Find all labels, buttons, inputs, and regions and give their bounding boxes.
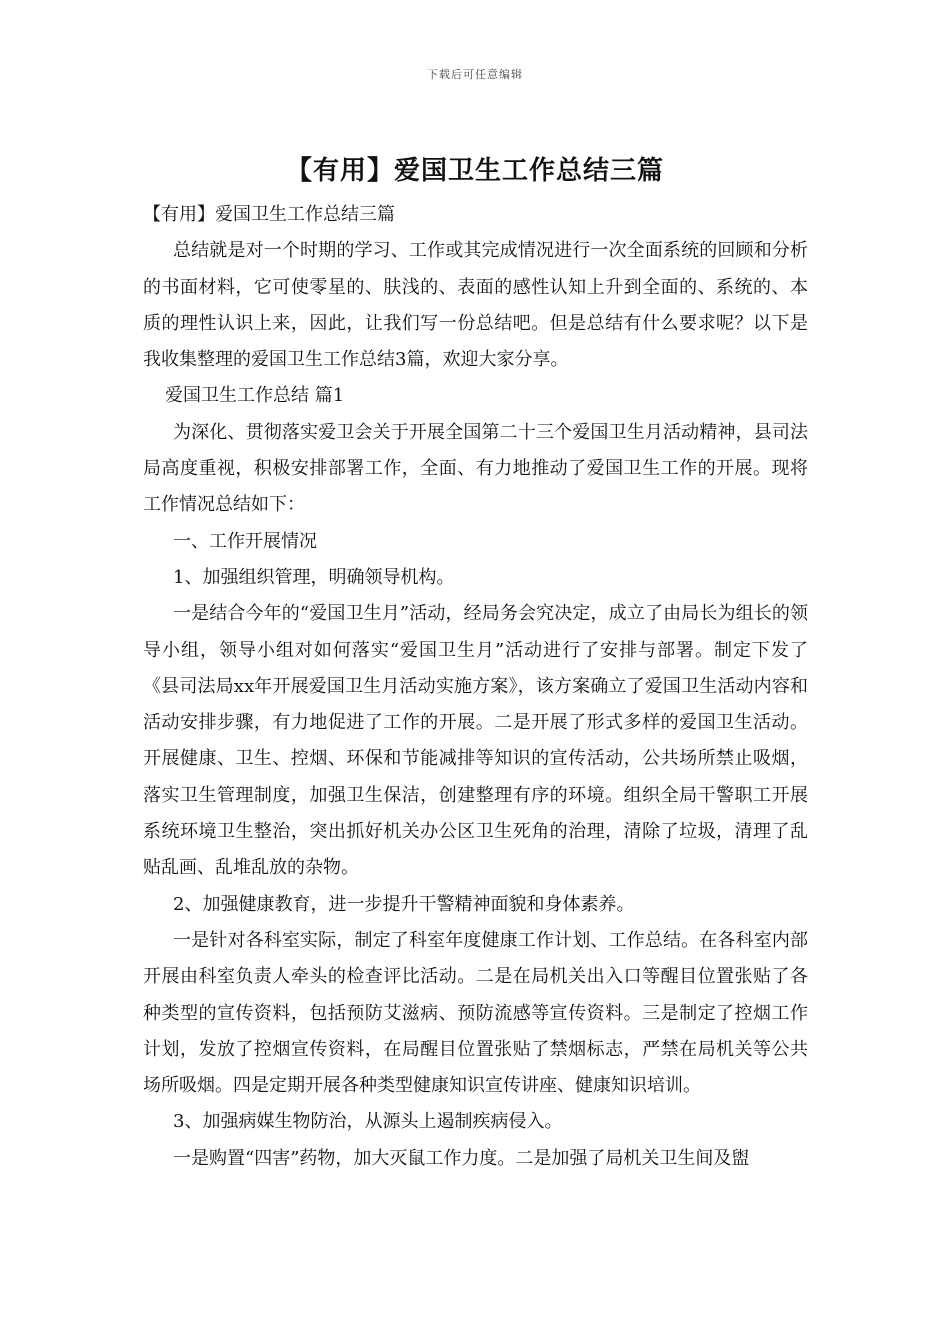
- intro-paragraph: 总结就是对一个时期的学习、工作或其完成情况进行一次全面系统的回顾和分析的书面材料，它可使零星的、肤浅的、表面的感性认知上升到全面的、系统的、本质的理性认识上来，因此，让我们写一份总结吧。但是总结有什么要求呢？以下是我收集整理的爱国卫生工作总结3篇，欢迎大家分享。: [143, 240, 808, 371]
- section-heading-part1: 爱国卫生工作总结 篇1: [165, 385, 345, 407]
- document-body: [143, 197, 808, 1177]
- subsection-heading: 1、加强组织管理，明确领导机构。: [173, 566, 455, 588]
- body-paragraph: 为深化、贯彻落实爱卫会关于开展全国第二十三个爱国卫生月活动精神，县司法局高度重视，积极安排部署工作，全面、有力地推动了爱国卫生工作的开展。现将工作情况总结如下：: [143, 421, 808, 516]
- subtitle-line: 【有用】爱国卫生工作总结三篇: [143, 204, 395, 225]
- body-paragraph: 一是购置“四害”药物，加大灭鼠工作力度。二是加强了局机关卫生间及盥: [173, 1147, 750, 1169]
- subsection-heading: 2、加强健康教育，进一步提升干警精神面貌和身体素养。: [173, 893, 635, 915]
- page-header-note: 下载后可任意编辑: [427, 68, 523, 81]
- document-title: 【有用】爱国卫生工作总结三篇: [285, 156, 664, 186]
- section-heading: 一、工作开展情况: [173, 530, 317, 552]
- body-paragraph: 一是针对各科室实际，制定了科室年度健康工作计划、工作总结。在各科室内部开展由科室负责人牵头的检查评比活动。二是在局机关出入口等醒目位置张贴了各种类型的宣传资料，包括预防艾滋病、预防流感等宣传资料。三是制定了控烟工作计划，发放了控烟宣传资料，在局醒目位置张贴了禁烟标志，严禁在局机关等公共场所吸烟。四是定期开展各种类型健康知识宣传讲座、健康知识培训。: [143, 929, 808, 1097]
- body-paragraph: 一是结合今年的“爱国卫生月”活动，经局务会究决定，成立了由局长为组长的领导小组，领导小组对如何落实“爱国卫生月”活动进行了安排与部署。制定下发了《县司法局xx年开展爱国卫生月活动实施方案》，该方案确立了爱国卫生活动内容和活动安排步骤，有力地促进了工作的开展。二是开展了形式多样的爱国卫生活动。开展健康、卫生、控烟、环保和节能减排等知识的宣传活动，公共场所禁止吸烟，落实卫生管理制度，加强卫生保洁，创建整理有序的环境。组织全局干警职工开展系统环境卫生整治，突出抓好机关办公区卫生死角的治理，清除了垃圾，清理了乱贴乱画、乱堆乱放的杂物。: [143, 603, 808, 879]
- subsection-heading: 3、加强病媒生物防治，从源头上遏制疾病侵入。: [173, 1111, 563, 1133]
